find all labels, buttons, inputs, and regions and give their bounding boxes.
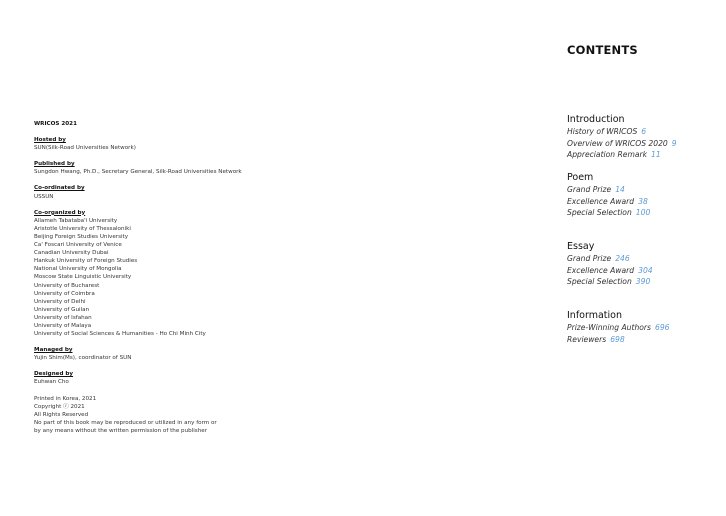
colophon-line: University of Coimbra — [34, 290, 95, 297]
toc-entry-label: Grand Prize — [567, 254, 612, 263]
toc-entry[interactable] — [567, 253, 653, 265]
colophon-line: National University of Mongolia — [34, 266, 122, 273]
colophon-title: WRICOS 2021 — [34, 121, 77, 127]
colophon-published — [34, 160, 314, 176]
toc-page-number: 9 — [671, 138, 677, 148]
toc-entry[interactable] — [567, 149, 677, 161]
colophon-line: SUN(Silk-Road Universities Network) — [34, 145, 136, 152]
colophon-coorganized — [34, 209, 314, 339]
colophon-line: University of Isfahan — [34, 314, 92, 321]
colophon-managed — [34, 346, 314, 362]
toc-group-poem — [567, 171, 650, 219]
toc-entry-label: Excellence Award — [567, 196, 635, 206]
rights-line: Printed in Korea, 2021 — [34, 395, 97, 402]
contents-title: CONTENTS — [567, 43, 638, 57]
colophon-line: Hankuk University of Foreign Studies — [34, 258, 138, 265]
toc-group-essay — [567, 240, 653, 288]
toc-group-title: Introduction — [567, 114, 625, 125]
rights-line: All Rights Reserved — [34, 411, 89, 418]
toc-entry[interactable] — [567, 334, 670, 346]
toc-entry[interactable] — [567, 138, 677, 150]
toc-entry[interactable] — [567, 126, 677, 138]
rights-line: Copyright ⓒ 2021 — [34, 403, 85, 410]
toc-group-information — [567, 309, 670, 345]
colophon-line: Euhwan Cho — [34, 379, 69, 386]
toc-page-number: 38 — [638, 196, 648, 206]
colophon-line: University of Bucharest — [34, 282, 100, 289]
toc-group-title: Poem — [567, 172, 594, 183]
toc-page-number: 304 — [638, 265, 653, 275]
toc-group-title: Essay — [567, 241, 595, 252]
colophon-line: Aristotle University of Thessaloniki — [34, 225, 131, 232]
colophon-line: Beijing Foreign Studies University — [34, 233, 129, 240]
colophon-line: University of Delhi — [34, 298, 86, 305]
rights-line: by any means without the written permission of the publisher — [34, 427, 208, 434]
toc-page-number: 246 — [615, 254, 630, 263]
colophon-line: University of Social Sciences & Humanities - Ho Chi Minh City — [34, 331, 206, 338]
colophon-heading: Co-ordinated by — [34, 185, 85, 192]
toc-page-number: 14 — [615, 185, 625, 194]
toc-page-number: 696 — [655, 323, 670, 332]
toc-page-number: 6 — [641, 127, 647, 136]
colophon-heading: Managed by — [34, 347, 73, 354]
toc-entry-label: Special Selection — [567, 208, 632, 217]
colophon-line: Allameh Tabataba'i University — [34, 217, 118, 224]
toc-entry[interactable] — [567, 207, 650, 219]
colophon-heading: Designed by — [34, 371, 74, 378]
colophon-line: Ca' Foscari University of Venice — [34, 242, 122, 249]
toc-page-number: 100 — [635, 208, 651, 217]
colophon-designed — [34, 370, 314, 386]
colophon-line: Sungdon Hwang, Ph.D., Secretary General, Silk-Road Universities Network — [34, 169, 242, 176]
colophon-heading: Hosted by — [34, 137, 66, 144]
toc-entry-label: Prize-Winning Authors — [567, 323, 651, 332]
colophon-line: Moscow State Linguistic University — [34, 274, 132, 281]
toc-entry-label: Excellence Award — [567, 265, 635, 275]
toc-entry[interactable] — [567, 184, 650, 196]
colophon-heading: Published by — [34, 161, 75, 168]
colophon — [34, 120, 314, 443]
toc-entry[interactable] — [567, 322, 670, 334]
rights-line: No part of this book may be reproduced or utilized in any form or — [34, 419, 217, 426]
toc-page-number: 698 — [610, 334, 625, 344]
colophon-hosted — [34, 136, 314, 152]
toc-page-number: 390 — [635, 277, 651, 286]
colophon-line: USSUN — [34, 193, 54, 200]
toc-entry-label: Grand Prize — [567, 185, 612, 194]
colophon-line: Canadian University Dubai — [34, 250, 109, 257]
colophon-line: University of Guilan — [34, 306, 90, 313]
colophon-line: University of Malaya — [34, 322, 92, 329]
toc-entry-label: Special Selection — [567, 277, 632, 286]
toc-entry-label: Overview of WRICOS 2020 — [567, 138, 668, 148]
colophon-heading: Co-organized by — [34, 209, 86, 216]
toc-group-introduction — [567, 113, 677, 161]
toc-entry[interactable] — [567, 265, 653, 277]
toc-page-number: 11 — [651, 150, 661, 159]
toc-group-title: Information — [567, 310, 622, 321]
toc-entry[interactable] — [567, 276, 653, 288]
colophon-coordinated — [34, 184, 314, 200]
colophon-line: Yujin Shim(Ms), coordinator of SUN — [34, 355, 132, 362]
toc-entry[interactable] — [567, 196, 650, 208]
toc-entry-label: Appreciation Remark — [567, 150, 648, 159]
toc-entry-label: History of WRICOS — [567, 127, 638, 136]
colophon-rights — [34, 395, 314, 435]
toc-entry-label: Reviewers — [567, 334, 607, 344]
